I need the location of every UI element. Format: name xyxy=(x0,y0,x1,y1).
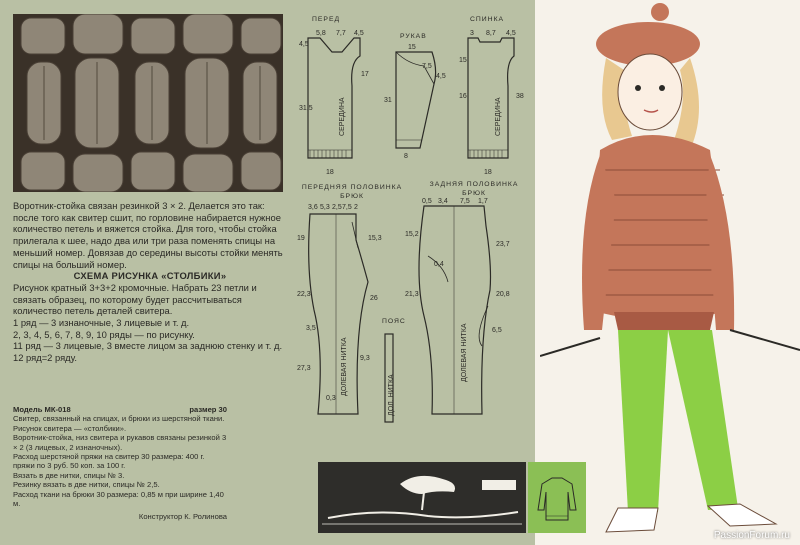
ft-dim-top-1: 3,6 xyxy=(308,204,318,211)
bk-dim-side-1: 15,2 xyxy=(405,231,419,238)
ft-dim-side-4: 26 xyxy=(370,295,378,302)
sleeve-pattern xyxy=(378,40,450,160)
sleeve-dim-mid: 7,5 xyxy=(422,63,432,70)
constructor: Конструктор К. Ролинова xyxy=(138,512,227,522)
label-front: ПЕРЕД xyxy=(312,16,341,23)
model-desc-5: Резинку вязать в две нитки, спицы № 2,5. xyxy=(13,480,160,490)
front-middle-label: СЕРЕДИНА xyxy=(339,97,346,136)
back-dim-top-1: 3 xyxy=(470,30,474,37)
ft-dim-side-5: 27,3 xyxy=(297,365,311,372)
label-back-half: ЗАДНЯЯ ПОЛОВИНКА БРЮК xyxy=(429,181,519,197)
bk-dim-top-2: 3,4 xyxy=(438,198,448,205)
bk-dim-top-4: 1,7 xyxy=(478,198,488,205)
front-dim-side-2: 17 xyxy=(361,71,369,78)
instructions-text xyxy=(13,200,287,364)
model-title: Модель МК-018 xyxy=(13,405,71,414)
ft-dim-top-5: 2 xyxy=(354,204,358,211)
ft-dim-side-3: 22,3 xyxy=(297,291,311,298)
model-description xyxy=(13,405,227,522)
front-dim-bottom: 18 xyxy=(326,169,334,176)
sleeve-dim-side-2: 4,5 xyxy=(436,73,446,80)
label-front-half: ПЕРЕДНЯЯ ПОЛОВИНКА БРЮК xyxy=(301,184,403,200)
sleeve-dim-top: 15 xyxy=(408,44,416,51)
back-dim-top-3: 4,5 xyxy=(506,30,516,37)
girl-illustration xyxy=(540,0,800,545)
landscape-sketch xyxy=(318,462,526,533)
collar-paragraph: Воротник-стойка связан резинкой 3 × 2. Делается это так: после того как свитер сшит, по горловине набирается нужное количество петель и вяжется стойка. Для того, чтобы стойка прилегала к шее, надо два или три раза поменять спицы на меньший номер. Довязав до середины высоты стойки менять спицы на больший номер. xyxy=(13,200,283,270)
ft-dim-side-1: 19 xyxy=(297,235,305,242)
front-dim-top-1: 5,8 xyxy=(316,30,326,37)
bk-dim-side-5: 6,5 xyxy=(492,327,502,334)
row-2: 2, 3, 4, 5, 6, 7, 8, 9, 10 ряды — по рисунку. xyxy=(13,328,195,340)
model-size: размер 30 xyxy=(189,405,227,414)
label-sleeve: РУКАВ xyxy=(400,33,427,40)
ft-dim-top-4: 7,5 xyxy=(342,204,352,211)
belt-grain-label: ДОЛ. НИТКА xyxy=(388,374,395,416)
bk-dim-top-1: 0,5 xyxy=(422,198,432,205)
front-dim-side-3: 31,5 xyxy=(299,105,313,112)
back-dim-side-2: 16 xyxy=(459,93,467,100)
ft-grain-label: ДОЛЕВАЯ НИТКА xyxy=(341,337,348,396)
front-pattern xyxy=(298,26,370,178)
model-desc-4: Вязать в две нитки, спицы № 3. xyxy=(13,470,125,480)
model-header xyxy=(13,405,227,414)
trousers-back-pattern xyxy=(404,196,516,428)
model-desc-3: Расход шерстяной пряжи на свитер 30 размера: 400 г. пряжи по 3 руб. 50 коп. за 100 г. xyxy=(13,452,205,471)
back-dim-top-2: 8,7 xyxy=(486,30,496,37)
decor-illustration-box xyxy=(318,462,526,533)
back-middle-label: СЕРЕДИНА xyxy=(495,97,502,136)
front-dim-side-1: 4,5 xyxy=(299,41,309,48)
model-desc-6: Расход ткани на брюки 30 размера: 0,85 м при ширине 1,40 м. xyxy=(13,489,224,509)
label-back: СПИНКА xyxy=(470,16,505,23)
ft-dim-side-6: 3,5 xyxy=(306,325,316,332)
label-belt: ПОЯС xyxy=(382,318,406,325)
model-desc-1: Свитер, связанный на спицах, и брюки из шерстяной ткани. Рисунок свитера — «столбики». xyxy=(13,414,225,433)
back-dim-side-3: 38 xyxy=(516,93,524,100)
trousers-front-pattern xyxy=(296,200,382,428)
back-dim-side-1: 15 xyxy=(459,57,467,64)
model-desc-2: Воротник-стойка, низ свитера и рукавов связаны резинкой 3 × 2 (3 лицевых, 2 изнаночных). xyxy=(13,433,227,452)
front-dim-top-2: 7,7 xyxy=(336,30,346,37)
ft-dim-side-8: 0,3 xyxy=(326,395,336,402)
knit-swatch-photo xyxy=(13,14,283,192)
bk-dim-side-6: 0,4 xyxy=(434,261,444,268)
watermark: PassionForum.ru xyxy=(713,530,790,541)
back-pattern xyxy=(458,26,530,178)
back-dim-bottom: 18 xyxy=(484,169,492,176)
bk-dim-side-2: 21,3 xyxy=(405,291,419,298)
sleeve-dim-bottom: 8 xyxy=(404,153,408,160)
pattern-paragraph: Рисунок кратный 3+3+2 кромочные. Набрать 23 петли и связать образец, по которому будет рассчитываться количество петель деталей свитера. xyxy=(13,281,257,317)
ft-dim-side-2: 15,3 xyxy=(368,235,382,242)
scheme-title: СХЕМА РИСУНКА «СТОЛБИКИ» xyxy=(73,270,227,282)
bk-dim-side-3: 23,7 xyxy=(496,241,510,248)
sleeve-dim-side-1: 31 xyxy=(384,97,392,104)
bk-grain-label: ДОЛЕВАЯ НИТКА xyxy=(461,323,468,382)
ft-dim-top-3: 2,5 xyxy=(332,204,342,211)
row-12: 12 ряд=2 ряду. xyxy=(13,352,77,364)
row-1: 1 ряд — 3 изнаночные, 3 лицевые и т. д. xyxy=(13,317,190,329)
ft-dim-top-2: 5,3 xyxy=(320,204,330,211)
bk-dim-side-4: 20,8 xyxy=(496,291,510,298)
row-11: 11 ряд — 3 лицевые, 3 вместе лицом за заднюю стенку и т. д. xyxy=(13,340,283,352)
front-dim-top-3: 4,5 xyxy=(354,30,364,37)
belt-pattern xyxy=(378,330,402,428)
ft-dim-side-7: 9,3 xyxy=(360,355,370,362)
bk-dim-top-3: 7,5 xyxy=(460,198,470,205)
